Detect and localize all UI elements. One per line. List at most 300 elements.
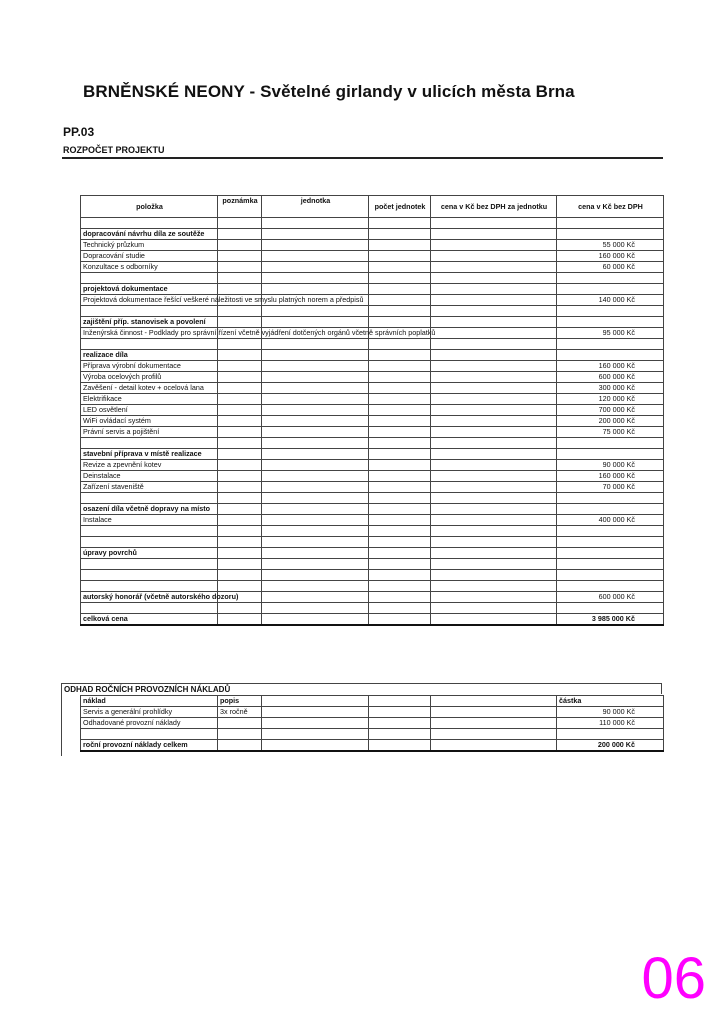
ops-item-empty (369, 707, 431, 718)
item-quantity (369, 471, 431, 482)
item-price (557, 603, 664, 614)
item-note (218, 339, 262, 350)
budget-table (80, 195, 664, 626)
ops-item-empty (431, 718, 557, 729)
item-quantity (369, 482, 431, 493)
item-note (218, 559, 262, 570)
item-unit-price (431, 603, 557, 614)
item-label (81, 493, 218, 504)
item-price: 300 000 Kč (557, 383, 664, 394)
item-unit (262, 592, 369, 603)
item-label: Dopracování studie (81, 251, 218, 262)
ops-item-empty (262, 729, 369, 740)
item-unit (262, 284, 369, 295)
item-price: 700 000 Kč (557, 405, 664, 416)
item-label: stavební příprava v místě realizace (81, 449, 218, 460)
item-unit (262, 438, 369, 449)
operations-side-border (61, 694, 80, 756)
item-unit-price (431, 416, 557, 427)
budget-empty-row (81, 559, 664, 570)
budget-item-row (81, 251, 664, 262)
item-quantity (369, 372, 431, 383)
item-quantity (369, 405, 431, 416)
item-note (218, 493, 262, 504)
section-title: ROZPOČET PROJEKTU (63, 145, 165, 155)
item-note (218, 240, 262, 251)
item-unit (262, 537, 369, 548)
item-label: projektová dokumentace (81, 284, 218, 295)
item-unit-price (431, 317, 557, 328)
item-unit-price (431, 581, 557, 592)
ops-total-empty (369, 740, 431, 752)
item-price (557, 229, 664, 240)
item-note (218, 394, 262, 405)
item-note (218, 482, 262, 493)
item-unit-price (431, 339, 557, 350)
budget-item-row (81, 427, 664, 438)
item-label: Zařízení staveniště (81, 482, 218, 493)
operations-header-row (81, 696, 664, 707)
item-price: 160 000 Kč (557, 471, 664, 482)
item-unit (262, 427, 369, 438)
header-unit-price: cena v Kč bez DPH za jednotku (431, 196, 557, 218)
item-label (81, 537, 218, 548)
budget-category-row (81, 449, 664, 460)
item-unit (262, 229, 369, 240)
item-quantity (369, 350, 431, 361)
ops-item-empty (369, 729, 431, 740)
item-quantity (369, 394, 431, 405)
item-unit (262, 262, 369, 273)
item-label: dopracování návrhu díla ze soutěže (81, 229, 218, 240)
budget-category-row (81, 592, 664, 603)
budget-item-row (81, 383, 664, 394)
item-label: osazení díla včetně dopravy na místo (81, 504, 218, 515)
item-price (557, 449, 664, 460)
ops-item-note (218, 718, 262, 729)
item-label: Příprava výrobní dokumentace (81, 361, 218, 372)
ops-item-empty (431, 707, 557, 718)
item-quantity (369, 504, 431, 515)
budget-empty-row (81, 581, 664, 592)
item-label (81, 526, 218, 537)
item-unit-price (431, 240, 557, 251)
ops-item-empty (369, 718, 431, 729)
item-note (218, 570, 262, 581)
item-label: realizace díla (81, 350, 218, 361)
item-unit-price (431, 460, 557, 471)
item-label: Technický průzkum (81, 240, 218, 251)
item-label: Konzultace s odborníky (81, 262, 218, 273)
item-price (557, 284, 664, 295)
item-unit (262, 383, 369, 394)
item-unit-price (431, 218, 557, 229)
item-unit (262, 581, 369, 592)
item-unit-price (431, 427, 557, 438)
item-label: zajištění příp. stanovisek a povolení (81, 317, 218, 328)
item-note (218, 515, 262, 526)
item-unit-price (431, 515, 557, 526)
item-price (557, 218, 664, 229)
item-unit-price (431, 548, 557, 559)
item-label (81, 570, 218, 581)
item-unit-price (431, 262, 557, 273)
item-unit-price (431, 405, 557, 416)
budget-category-row (81, 548, 664, 559)
item-note (218, 306, 262, 317)
budget-category-row (81, 284, 664, 295)
total-unit-price (431, 614, 557, 626)
item-unit-price (431, 251, 557, 262)
operations-title: ODHAD ROČNÍCH PROVOZNÍCH NÁKLADŮ (61, 683, 662, 694)
item-price (557, 548, 664, 559)
item-unit (262, 460, 369, 471)
item-unit-price (431, 361, 557, 372)
header-item: položka (81, 196, 218, 218)
item-quantity (369, 262, 431, 273)
total-label: celková cena (81, 614, 218, 626)
item-price (557, 570, 664, 581)
item-quantity (369, 559, 431, 570)
budget-empty-row (81, 537, 664, 548)
budget-item-row (81, 515, 664, 526)
item-unit (262, 526, 369, 537)
item-note (218, 229, 262, 240)
item-price: 55 000 Kč (557, 240, 664, 251)
item-label (81, 339, 218, 350)
ops-item-label: Servis a generální prohlídky (81, 707, 218, 718)
budget-item-row (81, 328, 664, 339)
item-label (81, 438, 218, 449)
operations-empty-row (81, 729, 664, 740)
item-quantity (369, 218, 431, 229)
item-unit (262, 603, 369, 614)
item-quantity (369, 570, 431, 581)
document-title: BRNĚNSKÉ NEONY - Světelné girlandy v ulicích města Brna (83, 82, 575, 101)
item-unit-price (431, 295, 557, 306)
item-quantity (369, 548, 431, 559)
ops-total-empty (262, 740, 369, 752)
total-value: 3 985 000 Kč (557, 614, 664, 626)
item-note (218, 317, 262, 328)
ops-header-cost: náklad (81, 696, 218, 707)
item-unit-price (431, 350, 557, 361)
item-price: 160 000 Kč (557, 361, 664, 372)
item-unit (262, 482, 369, 493)
item-unit-price (431, 526, 557, 537)
item-label: úpravy povrchů (81, 548, 218, 559)
item-unit (262, 361, 369, 372)
item-quantity (369, 427, 431, 438)
budget-category-row (81, 229, 664, 240)
item-label: Projektová dokumentace řešící veškeré náležitosti ve smyslu platných norem a předpisů (81, 295, 218, 306)
header-price: cena v Kč bez DPH (557, 196, 664, 218)
item-label (81, 581, 218, 592)
budget-item-row (81, 240, 664, 251)
item-price: 400 000 Kč (557, 515, 664, 526)
item-quantity (369, 361, 431, 372)
item-note (218, 548, 262, 559)
budget-category-row (81, 317, 664, 328)
item-quantity (369, 493, 431, 504)
ops-item-amount (557, 729, 664, 740)
budget-empty-row (81, 526, 664, 537)
budget-item-row (81, 405, 664, 416)
item-unit-price (431, 372, 557, 383)
item-price: 70 000 Kč (557, 482, 664, 493)
item-unit-price (431, 559, 557, 570)
item-label (81, 603, 218, 614)
item-unit-price (431, 306, 557, 317)
item-note (218, 405, 262, 416)
item-unit (262, 449, 369, 460)
item-label: autorský honorář (včetně autorského dozoru) (81, 592, 218, 603)
item-price: 95 000 Kč (557, 328, 664, 339)
ops-total-label: roční provozní náklady celkem (81, 740, 218, 752)
operations-item-row (81, 707, 664, 718)
header-unit: jednotka (262, 196, 369, 218)
item-unit-price (431, 328, 557, 339)
item-quantity (369, 416, 431, 427)
item-quantity (369, 438, 431, 449)
item-label (81, 559, 218, 570)
budget-item-row (81, 471, 664, 482)
item-note (218, 372, 262, 383)
total-unit (262, 614, 369, 626)
item-unit-price (431, 493, 557, 504)
item-note (218, 251, 262, 262)
item-unit-price (431, 449, 557, 460)
item-label: Právní servis a pojištění (81, 427, 218, 438)
item-note (218, 460, 262, 471)
item-price: 160 000 Kč (557, 251, 664, 262)
budget-empty-row (81, 438, 664, 449)
ops-item-amount: 110 000 Kč (557, 718, 664, 729)
item-note (218, 218, 262, 229)
ops-item-empty (262, 718, 369, 729)
operations-total-row (81, 740, 664, 752)
item-label: Deinstalace (81, 471, 218, 482)
item-unit-price (431, 394, 557, 405)
item-quantity (369, 537, 431, 548)
ops-total-empty (218, 740, 262, 752)
item-unit (262, 218, 369, 229)
budget-item-row (81, 262, 664, 273)
item-unit (262, 493, 369, 504)
item-unit-price (431, 273, 557, 284)
budget-category-row (81, 504, 664, 515)
item-label (81, 306, 218, 317)
item-price: 600 000 Kč (557, 372, 664, 383)
item-price (557, 339, 664, 350)
item-quantity (369, 339, 431, 350)
item-note (218, 537, 262, 548)
item-price (557, 493, 664, 504)
operations-table (80, 695, 664, 752)
item-note (218, 273, 262, 284)
item-quantity (369, 526, 431, 537)
header-note: poznámka (218, 196, 262, 218)
budget-empty-row (81, 306, 664, 317)
item-unit-price (431, 229, 557, 240)
item-note (218, 262, 262, 273)
item-note (218, 427, 262, 438)
total-note (218, 614, 262, 626)
budget-item-row (81, 460, 664, 471)
item-label: Instalace (81, 515, 218, 526)
budget-item-row (81, 416, 664, 427)
item-quantity (369, 592, 431, 603)
item-quantity (369, 603, 431, 614)
item-label: WiFi ovládací systém (81, 416, 218, 427)
item-note (218, 361, 262, 372)
item-unit (262, 394, 369, 405)
budget-item-row (81, 361, 664, 372)
budget-empty-row (81, 218, 664, 229)
item-quantity (369, 229, 431, 240)
ops-header-empty (369, 696, 431, 707)
item-price: 140 000 Kč (557, 295, 664, 306)
ops-item-label (81, 729, 218, 740)
item-unit-price (431, 592, 557, 603)
item-label (81, 273, 218, 284)
item-price: 60 000 Kč (557, 262, 664, 273)
item-note (218, 438, 262, 449)
item-price (557, 273, 664, 284)
item-price: 90 000 Kč (557, 460, 664, 471)
item-unit (262, 515, 369, 526)
budget-total-row (81, 614, 664, 626)
item-price (557, 537, 664, 548)
ops-item-empty (262, 707, 369, 718)
item-unit-price (431, 438, 557, 449)
ops-header-empty (431, 696, 557, 707)
item-unit-price (431, 284, 557, 295)
item-quantity (369, 581, 431, 592)
budget-empty-row (81, 339, 664, 350)
budget-empty-row (81, 493, 664, 504)
item-price (557, 504, 664, 515)
item-quantity (369, 515, 431, 526)
item-unit (262, 317, 369, 328)
item-quantity (369, 306, 431, 317)
item-label: Revize a zpevnění kotev (81, 460, 218, 471)
item-quantity (369, 251, 431, 262)
item-price: 120 000 Kč (557, 394, 664, 405)
item-note (218, 284, 262, 295)
item-unit (262, 548, 369, 559)
item-price (557, 306, 664, 317)
item-unit-price (431, 482, 557, 493)
item-price (557, 438, 664, 449)
item-note (218, 449, 262, 460)
ops-total-value: 200 000 Kč (557, 740, 664, 752)
item-unit (262, 504, 369, 515)
ops-header-description: popis (218, 696, 262, 707)
item-note (218, 471, 262, 482)
item-quantity (369, 383, 431, 394)
item-unit (262, 240, 369, 251)
item-label: Výroba ocelových profilů (81, 372, 218, 383)
item-unit-price (431, 383, 557, 394)
item-quantity (369, 240, 431, 251)
item-note (218, 383, 262, 394)
item-unit (262, 416, 369, 427)
ops-header-empty (262, 696, 369, 707)
item-note (218, 526, 262, 537)
item-label: Elektrifikace (81, 394, 218, 405)
item-unit-price (431, 471, 557, 482)
item-quantity (369, 273, 431, 284)
budget-empty-row (81, 273, 664, 284)
item-quantity (369, 284, 431, 295)
item-unit (262, 559, 369, 570)
item-quantity (369, 317, 431, 328)
item-unit (262, 273, 369, 284)
item-price: 75 000 Kč (557, 427, 664, 438)
section-divider (62, 157, 663, 159)
item-price: 600 000 Kč (557, 592, 664, 603)
operations-item-row (81, 718, 664, 729)
item-unit (262, 471, 369, 482)
item-note (218, 603, 262, 614)
document-code: PP.03 (63, 125, 95, 139)
item-quantity (369, 460, 431, 471)
item-unit (262, 372, 369, 383)
header-quantity: počet jednotek (369, 196, 431, 218)
item-price: 200 000 Kč (557, 416, 664, 427)
budget-category-row (81, 350, 664, 361)
item-unit-price (431, 570, 557, 581)
item-unit-price (431, 537, 557, 548)
item-note (218, 416, 262, 427)
budget-item-row (81, 482, 664, 493)
item-price (557, 350, 664, 361)
item-label (81, 218, 218, 229)
budget-header-row (81, 196, 664, 218)
item-unit (262, 570, 369, 581)
item-price (557, 559, 664, 570)
item-quantity (369, 295, 431, 306)
item-price (557, 317, 664, 328)
ops-item-amount: 90 000 Kč (557, 707, 664, 718)
ops-item-label: Odhadované provozní náklady (81, 718, 218, 729)
item-note (218, 350, 262, 361)
item-note (218, 504, 262, 515)
ops-header-amount: částka (557, 696, 664, 707)
item-price (557, 581, 664, 592)
page-number: 06 (641, 946, 706, 1011)
item-note (218, 581, 262, 592)
budget-item-row (81, 394, 664, 405)
item-label: Zavěšení - detail kotev + ocelová lana (81, 383, 218, 394)
item-unit (262, 350, 369, 361)
ops-total-empty (431, 740, 557, 752)
item-label: Inženýrská činnost - Podklady pro správní řízení včetně vyjádření dotčených orgánů včetně správních poplatků (81, 328, 218, 339)
item-unit (262, 251, 369, 262)
item-unit (262, 339, 369, 350)
item-quantity (369, 449, 431, 460)
ops-item-note (218, 729, 262, 740)
item-unit (262, 405, 369, 416)
item-label: LED osvětlení (81, 405, 218, 416)
ops-item-empty (431, 729, 557, 740)
ops-item-note: 3x ročně (218, 707, 262, 718)
budget-empty-row (81, 570, 664, 581)
budget-item-row (81, 372, 664, 383)
item-unit (262, 306, 369, 317)
item-price (557, 526, 664, 537)
